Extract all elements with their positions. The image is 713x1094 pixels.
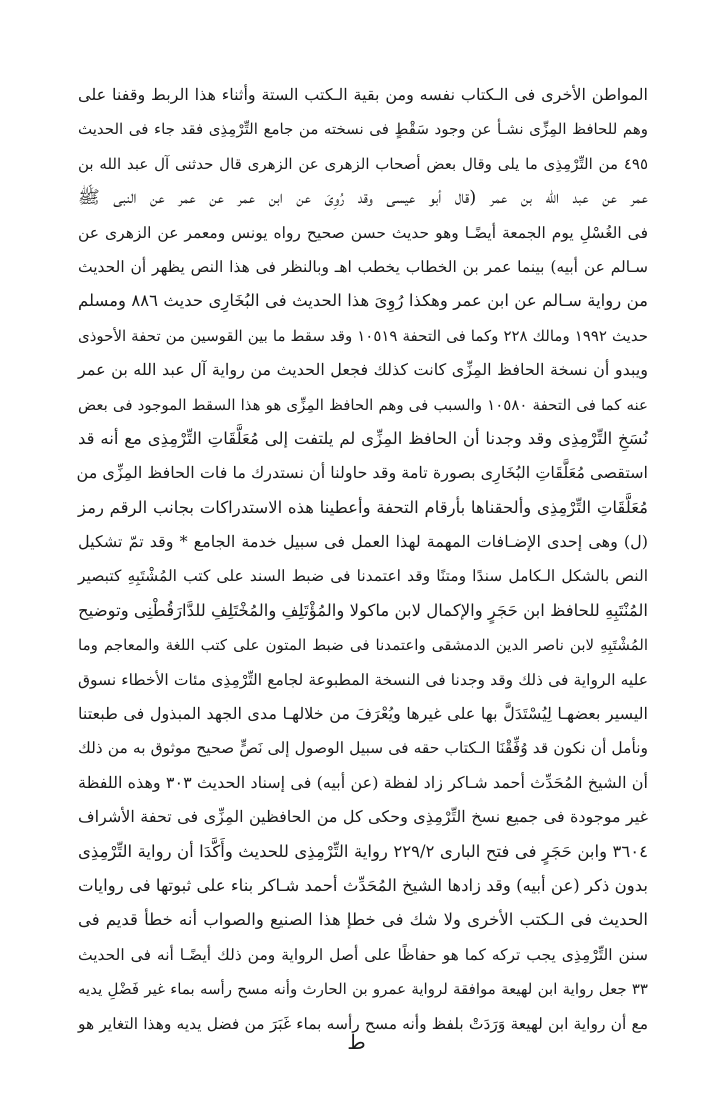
text-line: حديث ١٩٩٢ ومالك ٢٢٨ وكما فى التحفة ١٠٥١٩ وقد سقط ما بين القوسين من تحفة الأحوذى (78, 326, 648, 345)
text-line: عمر عن عبد الله بن عمر (قال أبو عيسى وقد رُوِىَ عن ابن عمر عن عمر عن النبى ﷺ (78, 187, 648, 209)
text-line: (ل) وهى إحدى الإضـافات المهمة لهذا العمل فى سبيل خدمة الجامع * وقد تمّ تشكيل (78, 532, 648, 552)
text-line: المواطن الأخرى فى الـكتاب نفسه ومن بقية الـكتب الستة وأثناء هذا الربط وقفنا على (78, 85, 648, 104)
text-line: أن الشيخ المُحَدِّث أحمد شـاكر زاد لفظة (عن أبيه) فى إسناد الحديث ٣٠٣ وهذه اللفظة (78, 772, 649, 792)
text-line: اليسير بعضهـا لِيُسْتَدَلَّ بها على غيرها ويُعْرَفَ من خلالهـا مدى الجهد المبذول فى طبعتنا (78, 704, 648, 724)
text-line: فى الغُسْلِ يوم الجمعة أيضًـا وهو حديث حسن صحيح رواه يونس ومعمر عن الزهرى عن (78, 223, 648, 242)
text-line: مع أن رواية ابن لهيعة وَرَدَتْ بلفظ وأنه مسح رأسه بماء غَبَرَ من فضل يديه وهذا التغاير هو (78, 1014, 648, 1033)
text-line: سـالم عن أبيه) بينما عمر بن الخطاب يخطب اهـ وبالنظر فى هذا النص يظهر أن الحديث (78, 257, 648, 276)
body-text (78, 78, 648, 1041)
text-line: عليه الرواية فى ذلك وقد وجدنا فى النسخة المطبوعة لجامع التِّرْمِذِى مئات الأخطاء نسوق (78, 670, 648, 689)
text-line: ونأمل أن نكون قد وُفِّقْنَا الـكتاب حقه فى سبيل الوصول إلى نَصٍّ صحيح موثوق به من ذلك (78, 739, 648, 758)
text-line: المُنْتَبِهِ للحافظ ابن حَجَرٍ والإكمال لابن ماكولا والمُؤْتَلِفِ والمُخْتَلِفِ للدَّارَقُطْنِى وتوضيح (77, 600, 648, 620)
text-line: سنن التِّرْمِذِى يجب تركه كما هو حفاظًا على أصل الرواية ومن ذلك أيضًـا أنه فى الحديث (78, 945, 648, 964)
text-line: ويبدو أن نسخة الحافظ المِزِّى كانت كذلك فجعل الحديث من رواية آل عبد الله بن عمر (78, 360, 648, 380)
page-number: ط (347, 1030, 366, 1054)
text-line: ٣٣ جعل رواية ابن لهيعة موافقة لرواية عمرو بن الحارث وأنه مسح رأسه بماء غير فَضْلِ يديه (78, 980, 648, 999)
text-line: بدون ذكر (عن أبيه) وقد زادها الشيخ المُحَدِّث أحمد شـاكر بناء على ثبوتها فى روايات (78, 875, 648, 895)
text-line: المُشْتَبِهِ لابن ناصر الدين الدمشقى واعتمدنا فى ضبط المتون على كتب اللغة والمعاجم وما (78, 636, 648, 655)
text-line: من رواية سـالم عن ابن عمر وهكذا رُوِىَ هذا الحديث فى البُخَارِى حديث ٨٨٦ ومسلم (78, 291, 648, 311)
text-line: ٤٩٥ من التِّرْمِذِى ما يلى وقال بعض أصحاب الزهرى عن الزهرى قال حدثنى آل عبد الله بن (78, 154, 648, 173)
text-line: نُسَخِ التِّرْمِذِى وقد وجدنا أن الحافظ المِزِّى لم يلتفت إلى مُعَلَّقَاتِ التِّرْمِذِى مع أنه قد (78, 428, 648, 448)
text-line: الحديث فى الـكتب الأخرى ولا شك فى خطإ هذا الصنيع والصواب أنه خطأ قديم فى (78, 910, 648, 930)
text-line: غير موجودة فى جميع نسخ التِّرْمِذِى وحكى كل من الحافظين المِزِّى فى تحفة الأشراف (78, 807, 648, 827)
text-line: مُعَلَّقَاتِ التِّرْمِذِى وألحقناها بأرقام التحفة وأعطينا هذه الاستدراكات بجانب الرقم رمز (78, 497, 648, 517)
text-line: وهم للحافظ المِزِّى نشـأ عن وجود سَقْطٍ فى نسخته من جامع التِّرْمِذِى فقد جاء فى الحديث (78, 120, 648, 139)
text-line: استقصى مُعَلَّقَاتِ البُخَارِى بصورة تامة وقد حاولنا أن نستدرك ما فات الحافظ المِزِّى من (76, 463, 648, 483)
text-line: ٣٦٠٤ وابن حَجَرٍ فى فتح البارى ٢٢٩/٢ رواية التِّرْمِذِى للحديث وأَكَّدَا أن رواية التِّرْمِذِى (78, 841, 648, 861)
text-line: عنه كما فى التحفة ١٠٥٨٠ والسبب فى وهم الحافظ المِزِّى هو هذا السقط الموجود فى بعض (78, 395, 648, 414)
text-line: النص بالشكل الـكامل سندًا ومتنًا وقد اعتمدنا فى ضبط السند على كتب المُشْتَبِهِ كتبصير (78, 567, 648, 586)
